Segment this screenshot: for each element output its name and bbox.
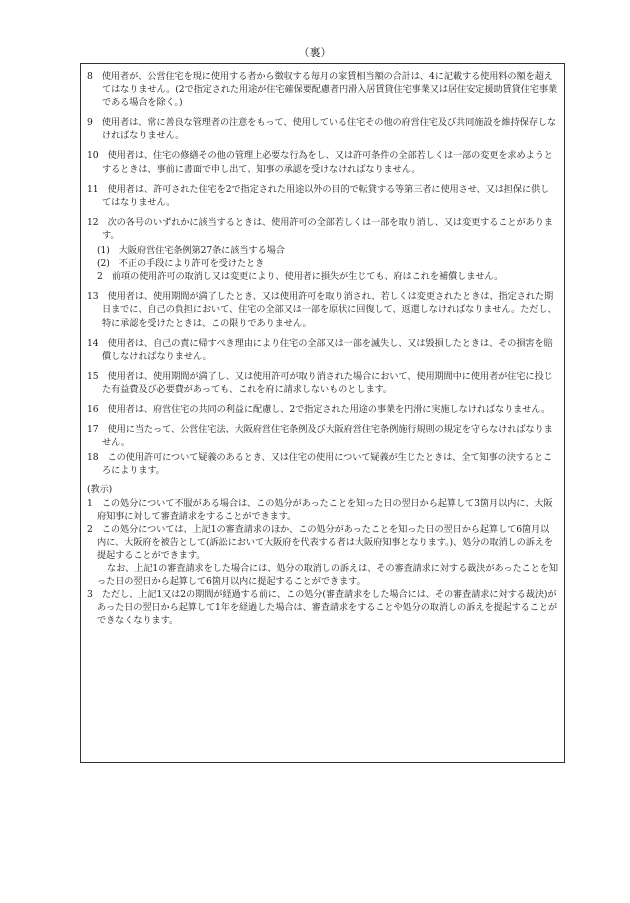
instruction-label: (教示): [87, 484, 113, 496]
clause-13: 13 使用者は、使用期間が満了したとき、又は使用許可を取り消され、若しくは変更されたときは、指定された期日までに、自己の負担において、住宅の全部又は一部を原状に回復して、返還しなければなりません。ただし、特に承認を受けたときは、この限りでありません。: [87, 291, 557, 329]
instruction-item-2: 2 この処分については、上記1の審査請求のほか、この処分があったことを知った日の翌日から起算して6箇月以内に、大阪府を被告として(訴訟において大阪府を代表する者は大阪府知事となります。)、処分の取消しの訴えを提起することができます。: [87, 523, 554, 561]
clause-11: 11 使用者は、許可された住宅を2で指定された用途以外の目的で転貸する等第三者に使用させ、又は担保に供してはなりません。: [87, 183, 550, 208]
instruction-item-3: 3 ただし、上記1又は2の期間が経過する前に、この処分(審査請求をした場合には、その審査請求に対する裁決)があった日の翌日から起算して1年を経過した場合は、審査請求をすることや処分の取消しの訴えを提起することができなくなります。: [87, 589, 558, 627]
clause-12-item-2: (2) 不正の手段により許可を受けたとき: [97, 258, 265, 270]
clause-15: 15 使用者は、使用期間が満了し、又は使用許可が取り消された場合において、使用期間中に使用者が住宅に投じた有益費及び必要費があっても、これを府に請求しないものとします。: [87, 370, 553, 395]
clause-16: 16 使用者は、府営住宅の共同の利益に配慮し、2で指定された用途の事業を円滑に実施しなければなりません。: [87, 403, 551, 415]
clause-14: 14 使用者は、自己の責に帰すべき理由により住宅の全部又は一部を滅失し、又は毀損したときは、その損害を賠償しなければなりません。: [87, 337, 553, 362]
instruction-item-2-note: なお、上記1の審査請求をした場合には、処分の取消しの訴えは、その審査請求に対する裁決があったことを知った日の翌日から起算して6箇月以内に提起することができます。: [97, 563, 558, 588]
clause-8: 8 使用者が、公営住宅を現に使用する者から徴収する毎月の家賃相当額の合計は、4に記載する使用料の額を超えてはなりません。(2で指定された用途が住宅確保要配慮者円滑入居賃貸住宅事業又は居住安定援助賃貸住宅事業である場合を除く。): [87, 71, 558, 109]
terms-frame: [80, 63, 565, 763]
clause-18: 18 この使用許可について疑義のあるとき、又は住宅の使用について疑義が生じたときは、全て知事の決するところによります。: [87, 452, 553, 477]
clause-10: 10 使用者は、住宅の修繕その他の管理上必要な行為をし、又は許可条件の全部若しくは一部の変更を求めようとするときは、事前に書面で申し出て、知事の承認を受けなければなりません。: [87, 150, 553, 175]
page-header: （裏）: [298, 46, 332, 59]
clause-17: 17 使用に当たって、公営住宅法、大阪府営住宅条例及び大阪府営住宅条例施行規則の規定を守らなければなりません。: [87, 424, 553, 449]
instruction-item-1: 1 この処分について不服がある場合は、この処分があったことを知った日の翌日から起算して3箇月以内に、大阪府知事に対して審査請求をすることができます。: [87, 497, 553, 522]
clause-12: 12 次の各号のいずれかに該当するときは、使用許可の全部若しくは一部を取り消し、又は変更することがあります。: [87, 216, 553, 241]
clause-12-para-2: 2 前項の使用許可の取消し又は変更により、使用者に損失が生じても、府はこれを補償しません。: [97, 271, 504, 283]
clause-9: 9 使用者は、常に善良な管理者の注意をもって、使用している住宅その他の府営住宅及び共同施設を維持保存しなければなりません。: [87, 117, 557, 142]
clause-12-item-1: (1) 大阪府営住宅条例第27条に該当する場合: [97, 245, 285, 257]
